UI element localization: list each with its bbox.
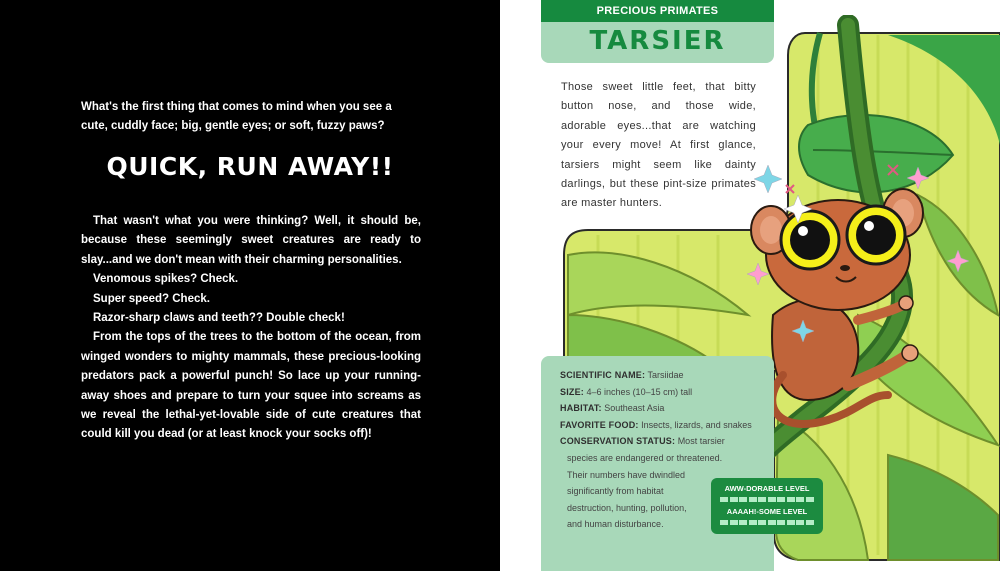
fact-size: SIZE: 4–6 inches (10–15 cm) tall <box>560 386 693 397</box>
level-segment <box>739 497 747 502</box>
fact-status-line: significantly from habitat <box>567 486 664 497</box>
level-segment <box>720 497 728 502</box>
fact-habitat: HABITAT: Southeast Asia <box>560 403 665 414</box>
level-segment <box>796 520 804 525</box>
title-box <box>541 22 774 63</box>
aww-level-meter <box>719 497 815 502</box>
level-segment <box>768 520 776 525</box>
paragraph: Super speed? Check. <box>93 292 210 305</box>
level-badge <box>711 478 823 534</box>
level-segment <box>758 520 766 525</box>
description: Those sweet little feet, that bitty button nose, and those wide, adorable eyes...that are watching your every move! At first glance, tarsiers might seem like dainty darlings, but these pint-size primates are master hunters. <box>561 81 756 210</box>
level-segment <box>758 497 766 502</box>
paragraph: Venomous spikes? Check. <box>93 273 239 286</box>
level-segment <box>720 520 728 525</box>
level-segment <box>787 520 795 525</box>
body-text <box>81 212 421 445</box>
fact-favorite-food: FAVORITE FOOD: Insects, lizards, and snakes <box>560 419 752 430</box>
level-segment <box>749 520 757 525</box>
level-segment <box>730 497 738 502</box>
level-segment <box>806 520 814 525</box>
right-page <box>500 0 1000 571</box>
aaaah-level-meter <box>719 520 815 525</box>
paragraph: Razor-sharp claws and teeth?? Double check! <box>93 312 345 325</box>
fact-scientific-name: SCIENTIFIC NAME: Tarsiidae <box>560 370 684 380</box>
fact-box <box>541 356 774 571</box>
level-segment <box>787 497 795 502</box>
intro-text: What's the first thing that comes to mind when you see a cute, cuddly face; big, gentle eyes; or soft, fuzzy paws? <box>81 101 392 133</box>
category-banner: PRECIOUS PRIMATES <box>541 0 774 22</box>
fact-status-line: Their numbers have dwindled <box>567 469 686 480</box>
aaaah-level-label: AAAAH!-SOME LEVEL <box>726 507 808 516</box>
level-segment <box>777 520 785 525</box>
level-segment <box>739 520 747 525</box>
fact-conservation-status: CONSERVATION STATUS: Most tarsier <box>560 436 725 447</box>
shout-heading: QUICK, RUN AWAY!! <box>106 152 394 181</box>
level-segment <box>796 497 804 502</box>
paragraph: From the tops of the trees to the bottom of the ocean, from winged wonders to mighty mammals, these precious-looking predators pack a powerful punch! So lace up your running-away shoes and prepare to turn your squee into screams as we reveal the lethal-yet-lovable side of cute creatures that could kill you dead (or at least knock your socks off)! <box>81 331 421 441</box>
aww-level-label: AWW-DORABLE LEVEL <box>724 484 810 493</box>
fact-status-line: and human disturbance. <box>567 519 664 530</box>
level-segment <box>730 520 738 525</box>
page-title: TARSIER <box>589 26 726 56</box>
fact-status-line: destruction, hunting, pollution, <box>567 502 687 513</box>
paragraph: That wasn't what you were thinking? Well, it should be, because these seemingly sweet creatures are ready to slay...and we don't mean with their charming personalities. <box>81 215 421 266</box>
level-segment <box>777 497 785 502</box>
level-segment <box>806 497 814 502</box>
level-segment <box>749 497 757 502</box>
fact-status-line: species are endangered or threatened. <box>567 452 723 463</box>
level-segment <box>768 497 776 502</box>
